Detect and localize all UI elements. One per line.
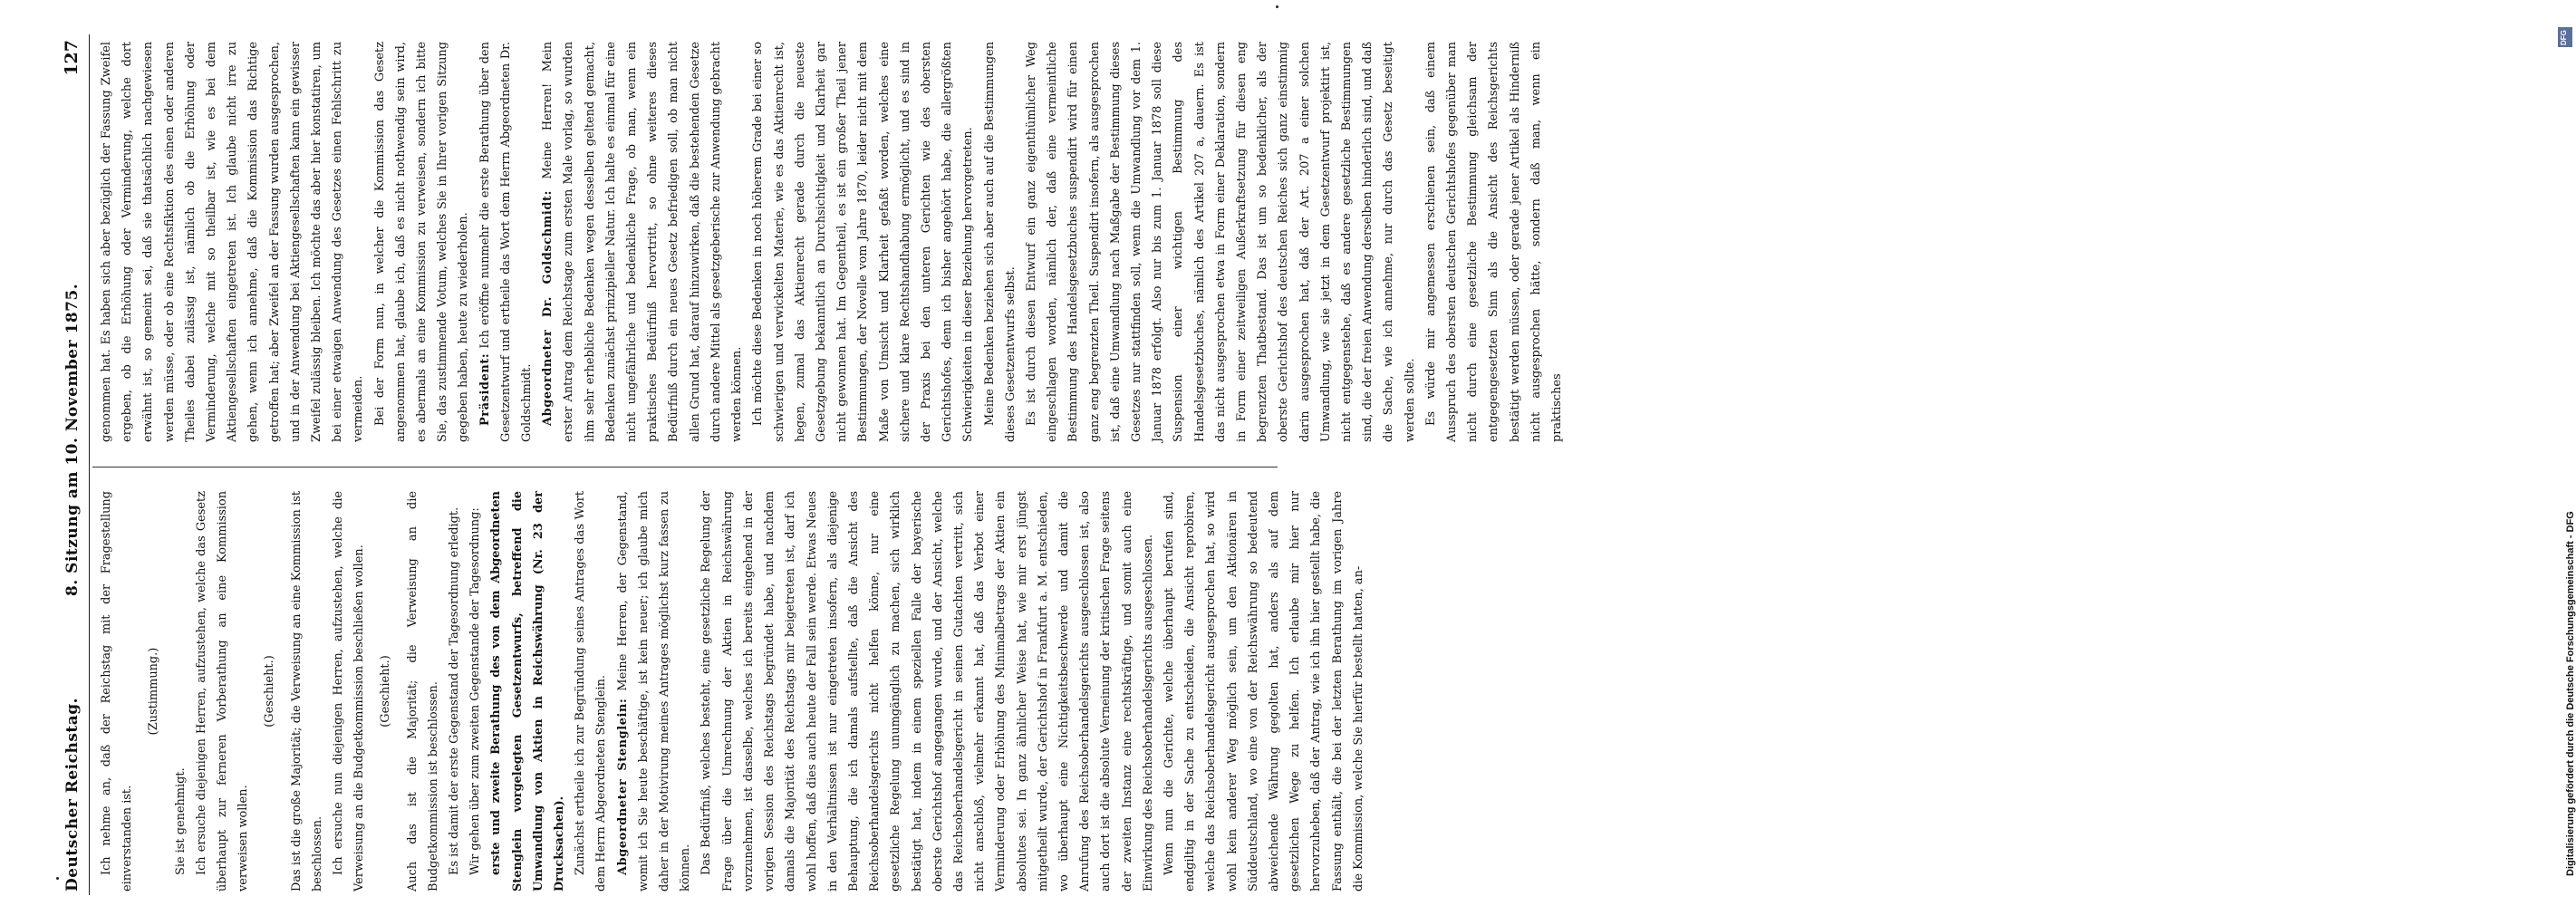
paragraph: Meine Bedenken beziehen sich aber auch auf die Bestimmungen dieses Gesetzentwurfs selbst. <box>982 42 1018 442</box>
paragraph: Auch das ist die Majorität; die Verweisung an die Budgetkommission ist beschlossen. <box>405 491 440 892</box>
header-rule <box>89 34 90 895</box>
speech-paragraph <box>537 42 748 442</box>
speaker-name: Abgeordneter Dr. Goldschmidt: <box>541 190 555 426</box>
paragraph: genommen hat. Es haben sich aber bezüglich der Fassung Zweifel ergeben, ob die Erhöhung oder Verminderung, welche dort erwähnt ist, so gemeint sei, daß sie thatsächlich nachgewiesen werden müsse, oder ob eine Rechtsfiktion des einen oder anderen Theiles dabei zulässig ist, nämlich ob die Erhöhung oder Verminderung, welche mit so theilbar ist, wie es bei dem Aktiengesellschaften eingetreten ist. Ich glaube nicht irre zu gehen, wenn ich annehme, daß die Kommission das Richtige getroffen hat; aber Zweifel an der Fassung wurden ausgesprochen, und in der Anwendung bei Aktiengesellschaften kann ein gewisser Zweifel zulässig bleiben. Ich möchte das aber hier konstatiren, um bei einer etwaigen Anwendung des Gesetzes einen Fehlschritt zu vermeiden. <box>100 42 366 442</box>
speaker-name: Abgeordneter Stenglein: <box>615 698 630 875</box>
header-title: Deutscher Reichstag. <box>63 697 82 892</box>
paragraph: Bei der Form nun, in welcher die Kommission das Gesetz angenommen hat, glaube ich, daß es nicht nothwendig sein wird, es abermals an eine Kommission zu verweisen, sondern ich bitte Sie, das zustimmende Votum, welches Sie in Ihrer vorigen Sitzung gegeben haben, heute zu wiederholen. <box>372 42 471 442</box>
paragraph: Ich nehme an, daß der Reichstag mit der Fragestellung einverstanden ist. <box>100 491 135 892</box>
header-session: 8. Sitzung am 10. November 1875. <box>63 283 82 596</box>
stage-direction: (Geschieht.) <box>379 655 393 728</box>
agenda-item: erste und zweite Berathung des von dem Abgeordneten Stenglein vorgelegten Gesetzentwurfs, betreffend die Umwandlung von Aktien in Reichswährung (Nr. 23 der Drucksachen). <box>489 491 567 892</box>
speech-paragraph <box>475 42 538 442</box>
paragraph: Wenn nun die Gerichte, welche überhaupt berufen sind, endgiltig in der Sache zu entscheiden, die Ansicht reprobiren, welche das Reichsoberhandelsgericht ausgesprochen hat, so wird wohl kein anderer Weg möglich sein, um den Aktionären in Süddeutschland, wo eine von der Reichswährung so bedeutend abweichende Währung gegolten hat, anders als auf dem gesetzlichen Wege zu helfen. Ich erlaube mir hier nur hervorzuheben, daß der Antrag, wie ich ihn hier gestellt habe, die Fassung enthält, die bei der letzten Berathung im vorigen Jahre die Kommission, welche Sie hierfür bestellt hatten, an- <box>1162 491 1365 892</box>
stage-direction: (Zustimmung.) <box>147 647 161 736</box>
dfg-badge-label: DFG <box>2560 30 2568 45</box>
page-number: 127 <box>62 40 82 76</box>
speech-text: Meine Herren! Mein erster Antrag dem Reichstage zum ersten Male vorlag, so wurden ihm sehr erhebliche Bedenken wegen desselben geltend gemacht, Bedenken zunächst prinzipieller Natur. Ich halte es einmal für eine nicht ungefährliche und bedenkliche Frage, ob man, wenn ein praktisches Bedürfniß hervortritt, so ohne weiteres dieses Bedürfniß durch ein neues Gesetz befriedigen soll, ob man nicht allen Grund hat, darauf hinzuwirken, daß die bestehenden Gesetze durch andere Mittel als gesetzgeberische zur Anwendung gebracht werden können. <box>541 42 745 442</box>
scan-speck <box>56 877 59 880</box>
paragraph: Zunächst ertheile ich zur Begründung seines Antrages das Wort dem Herrn Abgeordneten Stenglein. <box>574 491 609 892</box>
paragraph: Es ist durch diesen Entwurf ein ganz eigenthümlicher Weg eingeschlagen worden, nämlich der, daß eine vermeintliche Bestimmung des Handelsgesetzbuches suspendirt wird für einen ganz eng begrenzten Theil. Suspendirt insofern, als ausgesprochen ist, daß eine Umwandlung nach Maßgabe der Bestimmung dieses Gesetzes nur stattfinden soll, wenn die Umwandlung vor dem 1. Januar 1878 erfolgt. Also nur bis zum 1. Januar 1878 soll diese Suspension einer wichtigen Bestimmung des Handelsgesetzbuches, nämlich des Artikel 207 a, dauern. Es ist das nicht ausgesprochen etwa in Form einer Deklaration, sondern in Form einer zeitweiligen Außerkraftsetzung für diesen eng begrenzten Thatbestand. Das ist um so bedenklicher, als der oberste Gerichtshof des deutschen Reiches sich ganz einstimmig darin ausgesprochen hat, daß der Art. 207 a einer solchen Umwandlung, wie sie jetzt in dem Gesetzentwurf projektirt ist, nicht entgegenstehe, daß es andere gesetzliche Bestimmungen sind, die der freien Anwendung derselben hinderlich sind, und daß die Sache, wie ich annehme, nur durch das Gesetz beseitigt werden sollte. <box>1024 42 1417 442</box>
paragraph: Wir gehen über zum zweiten Gegenstande der Tagesordnung: <box>468 507 483 875</box>
paragraph: Ich ersuche nun diejenigen Herren, aufzustehen, welche die Verweisung an die Budgetkommission beschließen wollen. <box>332 491 367 892</box>
rotated-page <box>56 34 1565 895</box>
dfg-credit-text: Digitalisierung gefördert durch die Deutsche Forschungsgemeinschaft - DFG <box>2565 511 2576 876</box>
right-column <box>96 42 1565 442</box>
speech-paragraph <box>613 491 697 892</box>
page-header <box>56 34 87 895</box>
speaker-name: Präsident: <box>478 352 492 426</box>
speech-text: Meine Herren, der Gegenstand, womit ich Sie heute beschäftige, ist kein neuer; ich glaube mich daher in der Motivirung meines Antrages möglichst kurz fassen zu können. <box>615 491 693 892</box>
stage-direction: (Geschieht.) <box>263 655 277 728</box>
paragraph: Das Bedürfniß, welches besteht, eine gesetzliche Regelung der Frage über die Umrechnung der Aktien in Reichswährung vorzunehmen, ist dasselbe, welches ich bereits eingehend in der vorigen Session des Reichstags begründet habe, und nachdem damals die Majorität des Reichstags mir beigetreten ist, darf ich wohl hoffen, daß dies auch heute der Fall sein werde. Etwas Neues in den Verhältnissen ist nur eingetreten insofern, als diejenige Behauptung, die ich damals aufstellte, daß die Ansicht des Reichsoberhandelsgerichts nicht helfen könne, nur eine gesetzliche Regelung unumgänglich zu machen, sich wirklich bestätigt hat, indem in einem speziellen Falle der bayerische oberste Gerichtshof angegangen wurde, und der Ansicht, welche das Reichsoberhandelsgericht in seinen Gutachten vertritt, sich nicht anschloß, vielmehr erkannt hat, daß das Verbot einer Verminderung oder Erhöhung des Minimalbetrags der Aktien ein absolutes sei. In ganz ähnlicher Weise hat, wie mir erst jüngst mitgetheilt wurde, der Gerichtshof in Frankfurt a. M. entschieden, wo überhaupt eine Nichtigkeitsbeschwerde und damit die Anrufung des Reichsoberhandelsgerichts ausgeschlossen ist, also auch dort ist die absolute Verneinung der kritischen Frage seitens der zweiten Instanz eine rechtskräftige, und somit auch eine Einwirkung des Reichsoberhandelsgerichts ausgeschlossen. <box>699 491 1155 892</box>
paragraph: Es ist damit der erste Gegenstand der Tagesordnung erledigt. <box>448 506 462 875</box>
paragraph: Sie ist genehmigt. <box>173 767 188 875</box>
dfg-badge <box>2558 27 2572 47</box>
paragraph: Ich ersuche diejenigen Herren, aufzustehen, welche das Gesetz überhaupt zur ferneren Vorberathung an eine Kommission verweisen wollen. <box>194 491 251 892</box>
scan-speck <box>1276 5 1278 8</box>
left-column <box>96 491 1365 892</box>
paragraph: Das ist die große Majorität; die Verweisung an eine Kommission ist beschlossen. <box>289 491 324 892</box>
paragraph: Ich möchte diese Bedenken in noch höherem Grade bei einer so schwierigen und verwickelten Materie, wie es das Aktienrecht ist, hegen, zumal das Aktienrecht gerade durch die neueste Gesetzgebung bekanntlich an Durchsichtigkeit und Klarheit gar nicht gewonnen hat. Im Gegentheil, es ist ein großer Theil jener Bestimmungen, der Novelle vom Jahre 1870, leider nicht mit dem Maße von Umsicht und Klarheit gefaßt worden, welches eine sichere und klare Rechtshandhabung ermöglicht, und es sind in der Praxis bei den unteren Gerichten wie des obersten Gerichtshofes, denn ich bisher angehört habe, die allergrößten Schwierigkeiten in dieser Beziehung hervorgetreten. <box>751 42 976 442</box>
speech-text: Ich eröffne nunmehr die erste Berathung über den Gesetzentwurf und ertheile das Wort dem Herrn Abgeordneten Dr. Goldschmidt. <box>478 42 535 442</box>
paragraph: Es würde mir angemessen erschienen sein, daß einem Ausspruch des obersten deutschen Gerichtshofes gegenüber man nicht durch eine gesetzliche Bestimmung gleichsam der entgegengesetzten Sinn als die Ansicht des Reichsgerichts bestätigt werden müssen, oder gerade jener Artikel als Hinderniß nicht ausgesprochen hätte, sondern daß man, wenn ein praktisches <box>1423 42 1565 442</box>
